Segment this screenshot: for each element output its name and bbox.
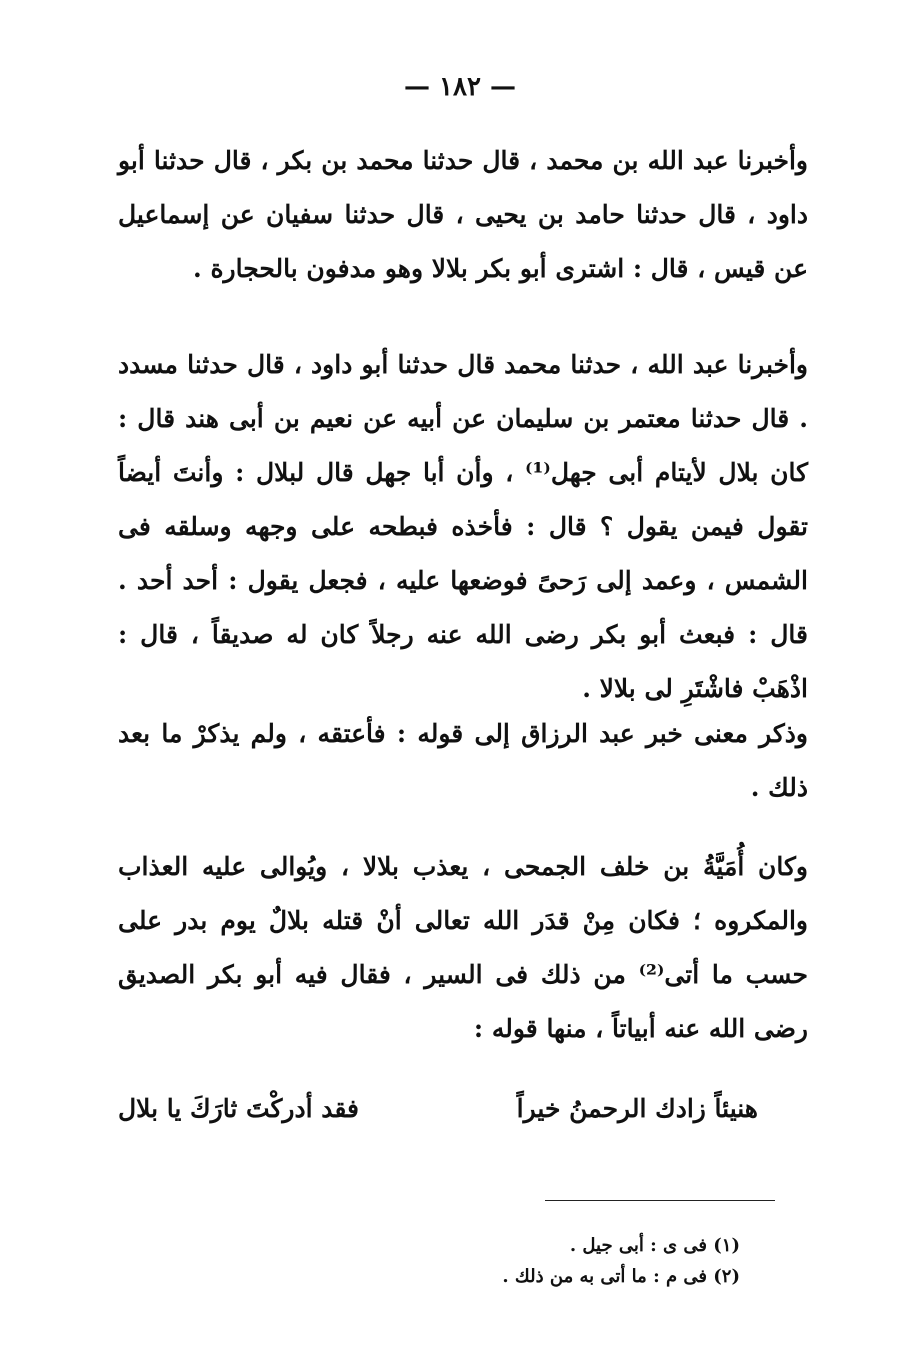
verse-first-hemistich: هنيئاً زادك الرحمنُ خيراً xyxy=(516,1094,758,1123)
verse-second-hemistich: فقد أدركْتَ ثارَكَ يا بلال xyxy=(118,1094,360,1123)
paragraph-text: وأخبرنا عبد الله ، حدثنا محمد قال حدثنا أبو داود ، قال حدثنا مسدد . قال حدثنا معتمر بن سليمان عن أبيه عن نعيم بن أبى هند قال : كان بلال لأيتام أبى جهل⁽¹⁾ ، وأن أبا جهل قال لبلال : وأنتَ أيضاً تقول فيمن يقول ؟ قال : فأخذه فبطحه على وجهه وسلقه فى الشمس ، وعمد إلى رَحىً فوضعها عليه ، فجعل يقول : أحد أحد . قال : فبعث أبو بكر رضى الله عنه رجلاً كان له صديقاً ، قال : اذْهَبْ فاشْتَرِ لى بلالا . xyxy=(118,350,809,703)
paragraph-text: وكان أُمَيَّةُ بن خلف الجمحى ، يعذب بلالا ، ويُوالى عليه العذاب والمكروه ؛ فكان مِنْ قدَر الله تعالى أنْ قتله بلالٌ يوم بدر على حسب ما أتى⁽²⁾ من ذلك فى السير ، فقال فيه أبو بكر الصديق رضى الله عنه أبياتاً ، منها قوله : xyxy=(118,852,808,1043)
footnote-divider xyxy=(545,1200,775,1201)
paragraph-2 xyxy=(118,338,808,716)
paragraph-3 xyxy=(118,707,808,815)
paragraph-4 xyxy=(118,840,808,1056)
paragraph-1 xyxy=(118,134,808,296)
poem-verse xyxy=(118,1094,758,1123)
footnote-1: (١) فى ى : أبى جيل . xyxy=(569,1235,740,1256)
paragraph-text: وذكر معنى خبر عبد الرزاق إلى قوله : فأعتقه ، ولم يذكرْ ما بعد ذلك . xyxy=(118,719,808,802)
footnotes xyxy=(440,1230,740,1292)
footnote-2: (٢) فى م : ما أتى به من ذلك . xyxy=(502,1266,740,1287)
page-number: — ١٨٢ — xyxy=(403,72,517,102)
paragraph-text: وأخبرنا عبد الله بن محمد ، قال حدثنا محمد بن بكر ، قال حدثنا أبو داود ، قال حدثنا حامد بن يحيى ، قال حدثنا سفيان عن إسماعيل عن قيس ، قال : اشترى أبو بكر بلالا وهو مدفون بالحجارة . xyxy=(118,146,808,283)
